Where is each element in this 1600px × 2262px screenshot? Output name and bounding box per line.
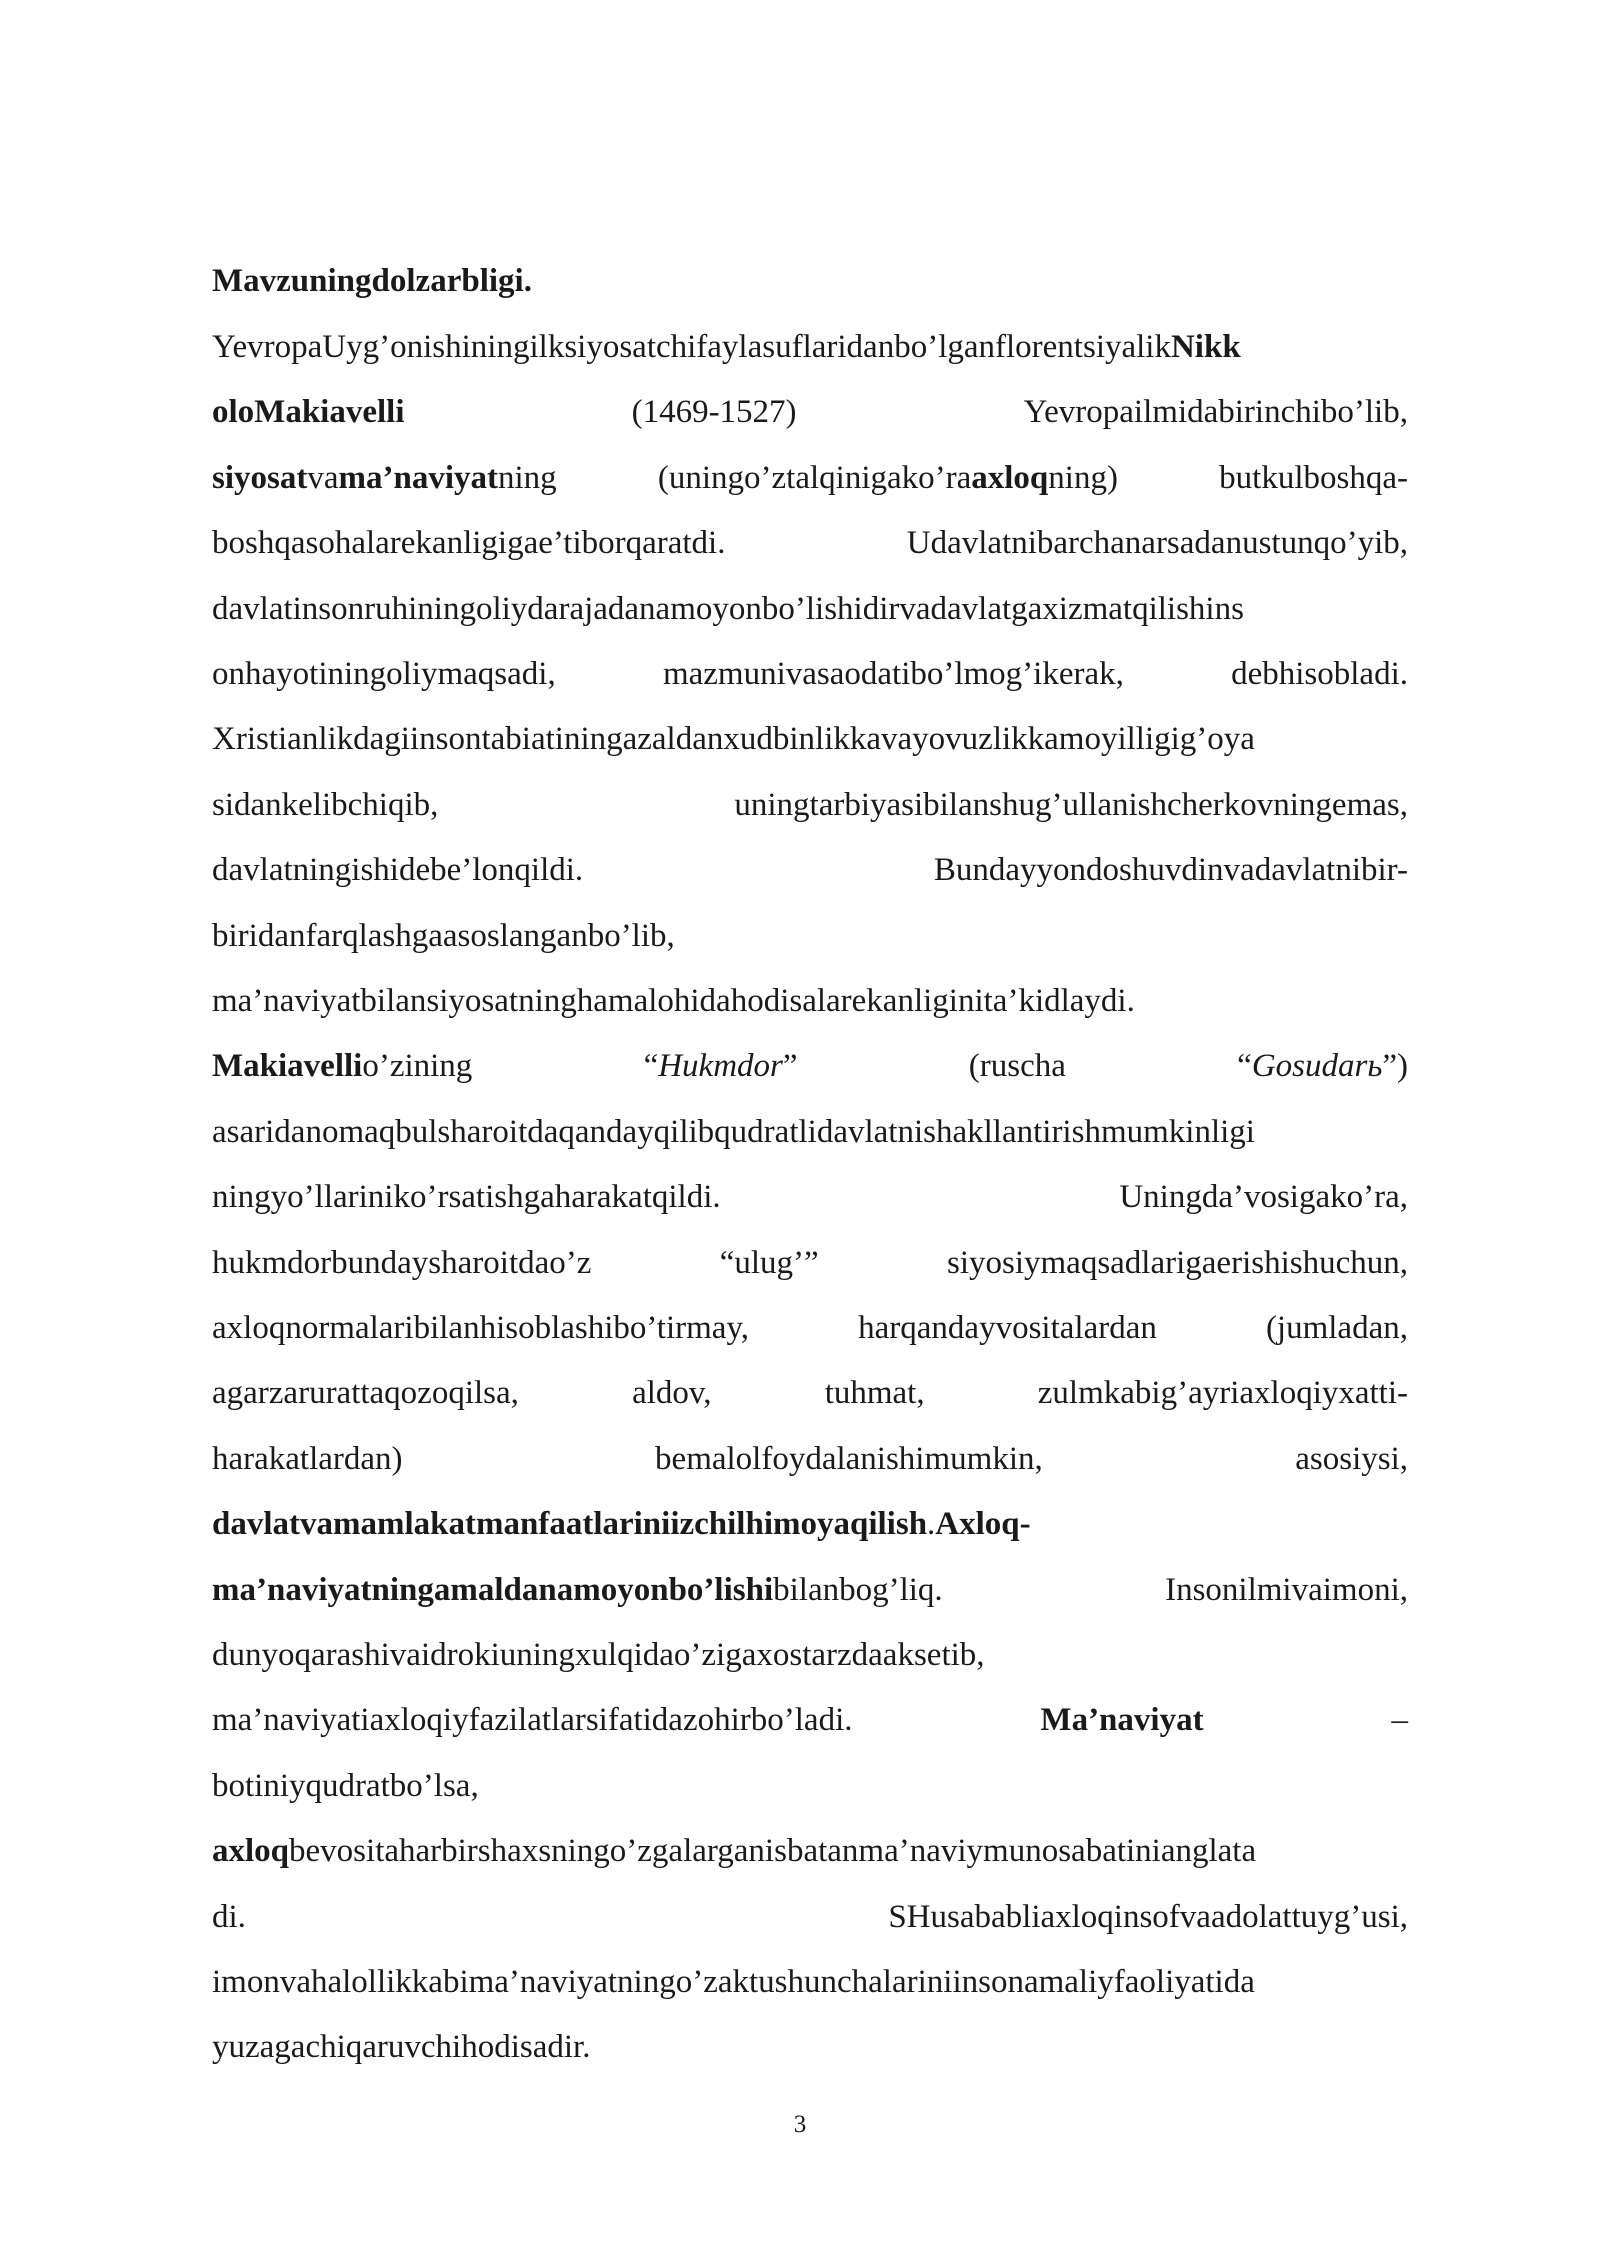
text-run: biridanfarqlashgaasoslanganbo’lib, xyxy=(212,917,675,954)
text-run: onhayotiningoliymaqsadi, xyxy=(212,656,556,692)
text-run: (jumladan, xyxy=(1265,1310,1408,1346)
word-group xyxy=(212,379,405,445)
text-run: Yevropailmidabirinchibo’lib, xyxy=(1023,394,1408,431)
text-run: dunyoqarashivaidrokiuningxulqidao’zigaxostarzdaaksetib, xyxy=(212,1637,985,1673)
text-line xyxy=(212,1884,1408,1950)
text-line xyxy=(212,1687,1408,1753)
word-group xyxy=(212,1033,472,1099)
bold-text: Nikk xyxy=(1170,329,1241,365)
word-group xyxy=(212,1637,985,1673)
section-heading: Mavzuningdolzarbligi. xyxy=(212,263,532,299)
word-group xyxy=(212,1884,246,1950)
word-group xyxy=(720,1230,819,1296)
text-run: mazmunivasaodatibo’lmog’ikerak, xyxy=(662,656,1124,692)
text-run: va xyxy=(307,459,339,496)
text-run: ning xyxy=(498,459,557,496)
text-run: asaridanomaqbulsharoitdaqandayqilibqudratlidavlatnishakllantirishmumkinligi xyxy=(212,1113,1255,1150)
text-run: ” xyxy=(782,1048,798,1085)
text-line xyxy=(212,1426,1408,1492)
text-line xyxy=(212,1753,1408,1819)
bold-text: oloMakiavelli xyxy=(212,394,405,431)
text-run: o’zining xyxy=(362,1048,473,1085)
text-line xyxy=(212,2014,1408,2080)
word-group xyxy=(934,837,1408,903)
text-run: “ulug’” xyxy=(719,1244,819,1281)
word-group xyxy=(947,1230,1408,1296)
word-group xyxy=(212,772,438,838)
word-group xyxy=(858,1295,1157,1361)
word-group xyxy=(212,510,725,576)
text-line xyxy=(212,706,1408,772)
word-group xyxy=(212,1506,1031,1542)
bold-text: Axloq- xyxy=(935,1506,1031,1543)
word-group xyxy=(632,1360,711,1426)
text-line xyxy=(212,1230,1408,1296)
text-line xyxy=(212,445,1408,511)
word-group xyxy=(212,721,1255,757)
word-group xyxy=(212,1833,1256,1869)
word-group xyxy=(212,1295,749,1361)
text-run: bemalolfoydalanishimumkin, xyxy=(655,1440,1043,1477)
text-line xyxy=(212,1099,1408,1165)
page-number: 3 xyxy=(793,2111,807,2138)
text-run: agarzarurattaqozoqilsa, xyxy=(212,1375,519,1412)
word-group xyxy=(212,1230,591,1296)
text-run: imonvahalollikkabima’naviyatningo’zaktushunchalariniinsonamaliyfaoliyatida xyxy=(212,1964,1255,2000)
text-run: hukmdorbundaysharoitdao’z xyxy=(212,1244,592,1281)
text-line xyxy=(212,641,1408,707)
word-group xyxy=(1119,1164,1408,1230)
word-group xyxy=(734,772,1408,838)
word-group xyxy=(888,1884,1408,1950)
text-run: butkulboshqa- xyxy=(1219,459,1408,496)
word-group xyxy=(212,2029,590,2065)
text-line xyxy=(212,772,1408,838)
text-line xyxy=(212,1818,1408,1884)
bold-text: axloq xyxy=(212,1833,290,1870)
word-group xyxy=(212,1557,943,1623)
word-group xyxy=(1165,1557,1408,1623)
text-run: yuzagachiqaruvchihodisadir. xyxy=(212,2029,591,2066)
text-line xyxy=(212,1491,1408,1557)
text-run: ”) xyxy=(1382,1048,1408,1085)
bold-text: Ma’naviyat xyxy=(1040,1702,1204,1739)
text-line xyxy=(212,968,1408,1034)
word-group xyxy=(655,1426,1043,1492)
word-group xyxy=(1219,445,1408,511)
word-group xyxy=(663,641,1124,707)
word-group xyxy=(632,379,797,445)
word-group xyxy=(1171,329,1241,365)
text-run: (ruscha xyxy=(968,1048,1066,1085)
text-run: bevositaharbirshaxsningo’zgalarganisbatanma’naviymunosabatinianglata xyxy=(289,1833,1257,1870)
word-group xyxy=(1231,641,1408,707)
text-run: “ xyxy=(1237,1048,1252,1085)
bold-text: davlatvamamlakatmanfaatlariniizchilhimoyaqilish xyxy=(212,1506,928,1543)
word-group xyxy=(212,918,675,954)
italic-text: Gosudarь xyxy=(1251,1048,1383,1085)
word-group xyxy=(212,1426,403,1492)
word-group xyxy=(825,1360,925,1426)
word-group xyxy=(1266,1295,1408,1361)
text-run: (1469-1527) xyxy=(631,394,797,431)
text-run: Udavlatnibarchanarsadanustunqo’yib, xyxy=(906,525,1408,562)
text-run: tuhmat, xyxy=(824,1375,925,1412)
word-group xyxy=(212,1114,1255,1150)
word-group xyxy=(212,641,556,707)
text-run: davlatningishidebe’lonqildi. xyxy=(212,852,584,889)
text-run: YevropaUyg’onishiningilksiyosatchifaylasuflaridanbo’lganflorentsiyalik xyxy=(212,329,1171,365)
bold-text: siyosat xyxy=(212,459,308,496)
word-group xyxy=(212,1164,721,1230)
text-run: Uningda’vosigako’ra, xyxy=(1119,1179,1408,1216)
text-line xyxy=(212,837,1408,903)
text-line xyxy=(212,903,1408,969)
text-run: ma’naviyatiaxloqiyfazilatlarsifatidazohirbo’ladi. xyxy=(212,1702,853,1739)
word-group xyxy=(644,1033,798,1099)
bold-text: ma’naviyat xyxy=(338,459,498,496)
word-group xyxy=(212,837,583,903)
text-run: ma’naviyatbilansiyosatninghamalohidahodisalarekanliginita’kidlaydi. xyxy=(212,983,1135,1019)
text-line xyxy=(212,1033,1408,1099)
text-run: . xyxy=(927,1506,936,1543)
text-run: sidankelibchiqib, xyxy=(212,786,439,823)
text-run: Insonilmivaimoni, xyxy=(1165,1571,1408,1608)
text-run: asosiysi, xyxy=(1295,1440,1408,1477)
word-group xyxy=(1295,1426,1408,1492)
bold-text: Makiavelli xyxy=(212,1048,363,1085)
text-line xyxy=(212,1164,1408,1230)
text-line xyxy=(212,1622,1408,1688)
word-group xyxy=(212,591,1244,627)
text-run: SHusababliaxloqinsofvaadolattuyg’usi, xyxy=(888,1898,1408,1935)
text-line xyxy=(212,314,1408,380)
text-run: davlatinsonruhiningoliydarajadanamoyonbo’lishidirvadavlatgaxizmatqilishins xyxy=(212,590,1244,627)
text-run: “ xyxy=(643,1048,659,1085)
word-group xyxy=(212,1964,1255,2000)
text-run: siyosiymaqsadlarigaerishishuchun, xyxy=(946,1244,1408,1281)
text-run: ningyo’llariniko’rsatishgaharakatqildi. xyxy=(212,1179,721,1216)
text-line xyxy=(212,1949,1408,2015)
word-group xyxy=(212,445,557,511)
text-run: boshqasohalarekanligigae’tiborqaratdi. xyxy=(212,525,726,562)
text-run: – xyxy=(1391,1702,1408,1739)
text-line xyxy=(212,1557,1408,1623)
word-group xyxy=(212,1360,519,1426)
text-run: harqandayvositalardan xyxy=(858,1310,1157,1346)
bold-text: ma’naviyatningamaldanamoyonbo’lishi xyxy=(212,1571,774,1608)
bold-text: axloq xyxy=(971,459,1049,496)
word-group xyxy=(658,445,1118,511)
word-group xyxy=(212,1768,479,1804)
text-line xyxy=(212,510,1408,576)
text-line xyxy=(212,1360,1408,1426)
text-run: botiniyqudratbo’lsa, xyxy=(212,1767,479,1804)
text-run: zulmkabig’ayriaxloqiyxatti- xyxy=(1037,1375,1408,1412)
text-run: (uningo’ztalqinigako’ra xyxy=(657,459,972,496)
text-run: uningtarbiyasibilanshug’ullanishcherkovningemas, xyxy=(734,786,1408,823)
text-run: di. xyxy=(212,1898,246,1935)
text-line xyxy=(212,576,1408,642)
text-run: debhisobladi. xyxy=(1231,656,1408,692)
text-run: Bundayyondoshuvdinvadavlatnibir- xyxy=(933,852,1408,889)
word-group xyxy=(1040,1687,1203,1753)
italic-text: Hukmdor xyxy=(658,1048,783,1085)
text-line xyxy=(212,1295,1408,1361)
word-group xyxy=(212,329,1171,365)
text-run: aldov, xyxy=(632,1375,712,1412)
word-group xyxy=(1237,1033,1408,1099)
text-run: ning) xyxy=(1048,459,1118,496)
text-run: axloqnormalaribilanhisoblashibo’tirmay, xyxy=(212,1310,750,1346)
word-group xyxy=(212,1687,853,1753)
word-group xyxy=(907,510,1408,576)
word-group xyxy=(1038,1360,1408,1426)
word-group xyxy=(1392,1687,1409,1753)
word-group xyxy=(212,983,1135,1019)
text-line xyxy=(212,379,1408,445)
word-group xyxy=(1024,379,1408,445)
text-run: Xristianlikdagiinsontabiatiningazaldanxudbinlikkavayovuzlikkamoyilligig’oya xyxy=(212,721,1255,758)
text-run: bilanbog’liq. xyxy=(773,1571,943,1608)
word-group xyxy=(969,1033,1066,1099)
text-run: harakatlardan) xyxy=(212,1440,403,1477)
